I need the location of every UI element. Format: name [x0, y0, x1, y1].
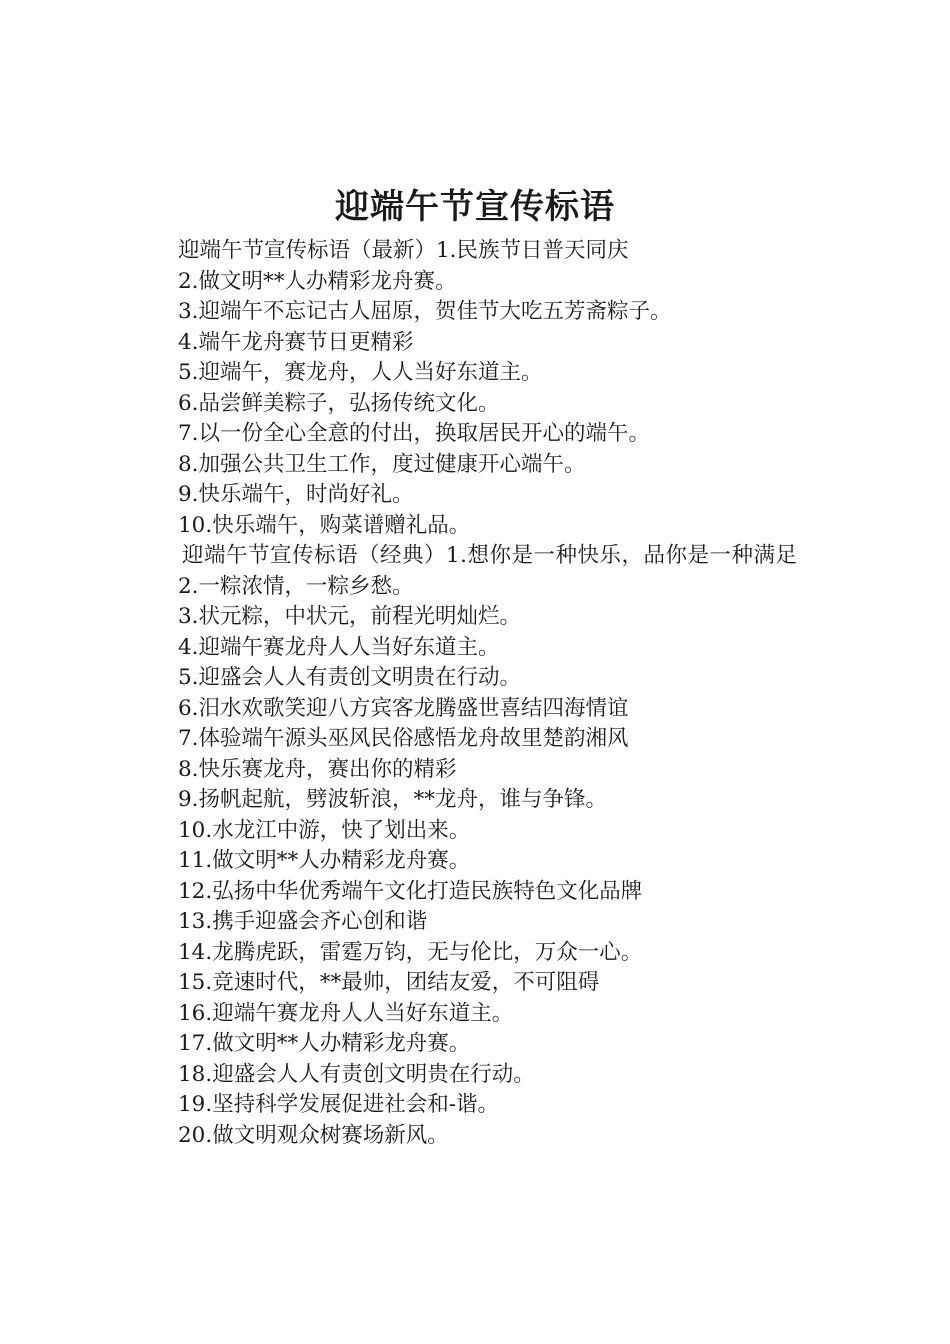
slogan-item: 10.快乐端午，购菜谱赠礼品。 — [178, 512, 471, 538]
slogan-item: 6.汨水欢歌笑迎八方宾客龙腾盛世喜结四海情谊 — [178, 695, 629, 721]
slogan-item: 17.做文明**人办精彩龙舟赛。 — [178, 1031, 471, 1056]
slogan-item: 14.龙腾虎跃，雷霆万钧，无与伦比，万众一心。 — [178, 939, 643, 965]
slogan-item: 10.水龙江中游，快了划出来。 — [178, 817, 471, 843]
document-title: 迎端午节宣传标语 — [335, 187, 615, 227]
slogan-item: 8.快乐赛龙舟，赛出你的精彩 — [178, 756, 457, 782]
slogan-item: 8.加强公共卫生工作，度过健康开心端午。 — [178, 451, 586, 477]
slogan-item: 4.端午龙舟赛节日更精彩 — [178, 329, 414, 355]
slogan-item: 3.状元粽，中状元，前程光明灿烂。 — [178, 604, 522, 629]
slogan-item: 19.坚持科学发展促进社会和-谐。 — [178, 1092, 499, 1117]
slogan-item: 13.携手迎盛会齐心创和谐 — [178, 909, 428, 934]
slogan-item: 6.品尝鲜美粽子，弘扬传统文化。 — [178, 390, 500, 416]
slogan-item: 2.一粽浓情，一粽乡愁。 — [178, 573, 414, 599]
slogan-item: 11.做文明**人办精彩龙舟赛。 — [178, 848, 471, 873]
slogan-item: 12.弘扬中华优秀端午文化打造民族特色文化品牌 — [178, 878, 643, 904]
slogan-item: 9.扬帆起航，劈波斩浪，**龙舟，谁与争锋。 — [178, 787, 608, 812]
slogan-item: 9.快乐端午，时尚好礼。 — [178, 482, 414, 507]
slogan-item: 5.迎端午，赛龙舟，人人当好东道主。 — [178, 360, 543, 385]
slogan-item: 7.体验端午源头巫风民俗感悟龙舟故里楚韵湘风 — [178, 726, 629, 751]
slogan-item: 5.迎盛会人人有责创文明贵在行动。 — [178, 665, 522, 690]
slogan-item: 7.以一份全心全意的付出，换取居民开心的端午。 — [178, 421, 651, 446]
slogan-item: 16.迎端午赛龙舟人人当好东道主。 — [178, 1000, 514, 1026]
slogan-item: 3.迎端午不忘记古人屈原，贺佳节大吃五芳斋粽子。 — [178, 299, 672, 324]
slogan-item: 4.迎端午赛龙舟人人当好东道主。 — [178, 634, 500, 660]
section2-intro: 迎端午节宣传标语（经典）1.想你是一种快乐，品你是一种满足 — [182, 543, 798, 568]
slogan-item: 2.做文明**人办精彩龙舟赛。 — [178, 268, 457, 294]
slogan-item: 18.迎盛会人人有责创文明贵在行动。 — [178, 1061, 535, 1087]
section1-intro: 迎端午节宣传标语（最新）1.民族节日普天同庆 — [178, 238, 629, 263]
document-body — [130, 236, 830, 1151]
slogan-item: 15.竞速时代，**最帅，团结友爱，不可阻碍 — [178, 970, 600, 995]
slogan-item: 20.做文明观众树赛场新风。 — [178, 1122, 449, 1148]
